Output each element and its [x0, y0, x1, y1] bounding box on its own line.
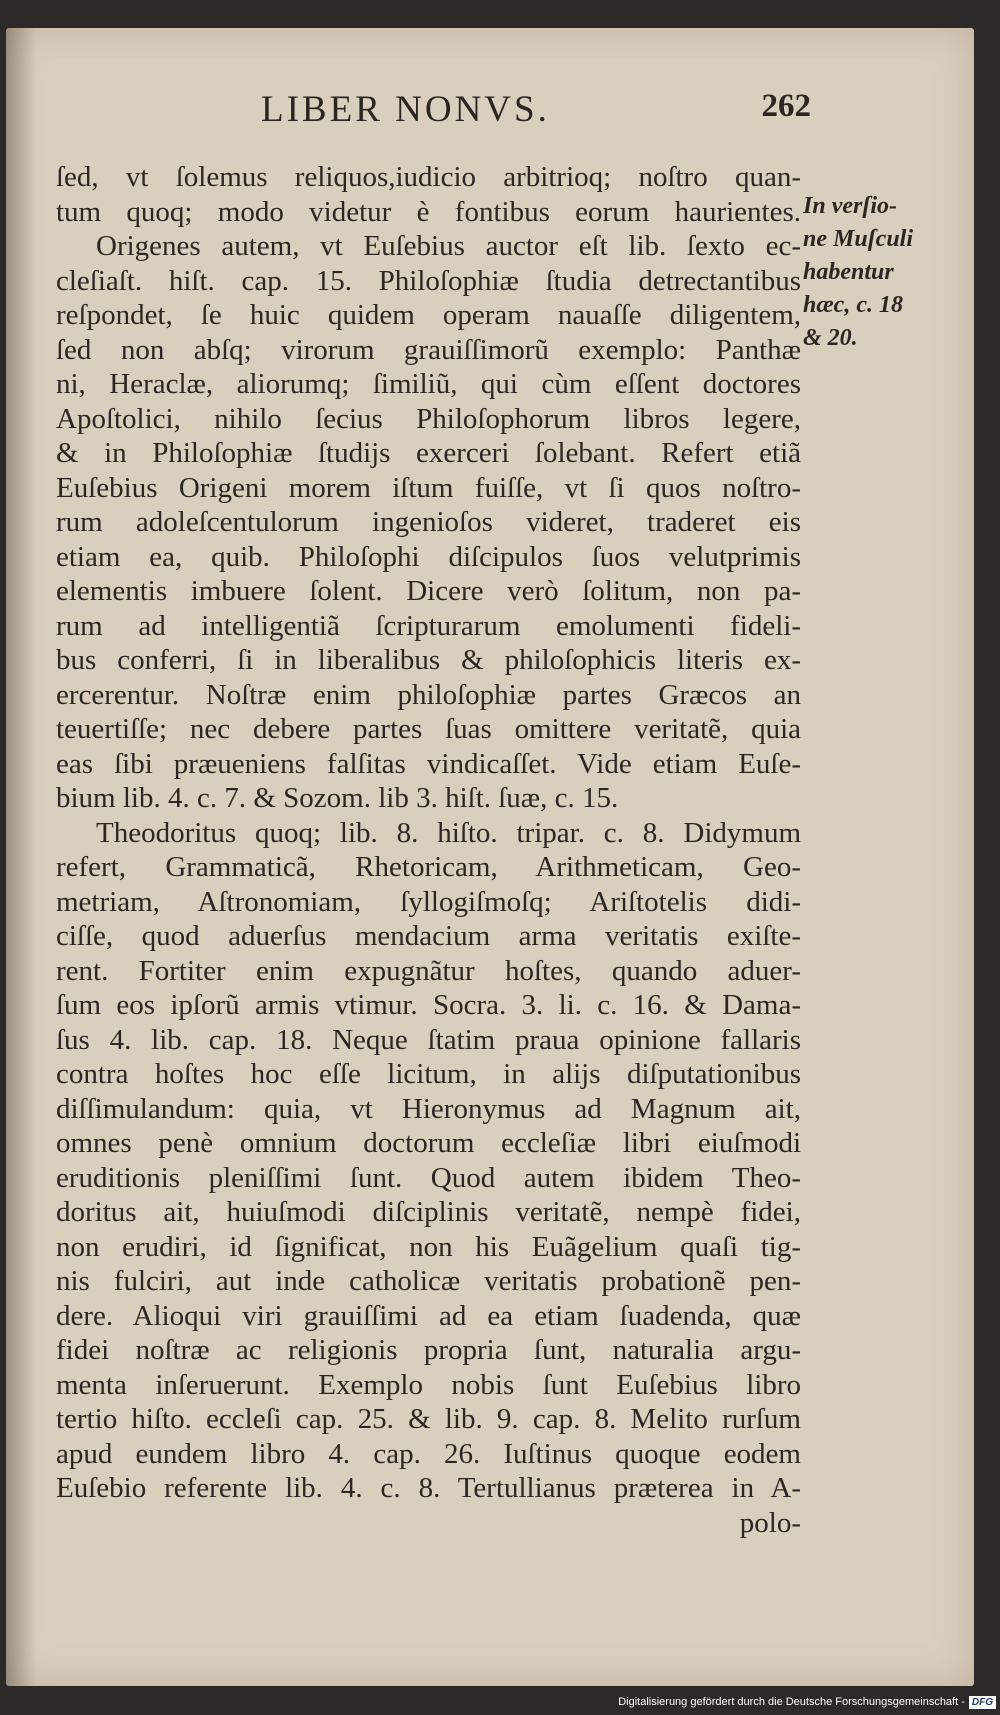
text-line: rum ad intelligentiã ſcripturarum emolumenti fideli-: [56, 609, 801, 642]
page-header: [66, 88, 811, 138]
text-line: bus conferri, ſi in liberalibus & philoſophicis literis ex-: [56, 644, 801, 676]
text-line: metriam, Aſtronomiam, ſyllogiſmoſq; Ariſtotelis didi-: [56, 885, 801, 918]
marginal-note-line: ne Muſculi: [803, 226, 914, 252]
text-line: elementis imbuere ſolent. Dicere verò ſolitum, non pa-: [56, 575, 801, 607]
marginal-note-line: habentur: [803, 259, 894, 285]
text-line: menta inſeruerunt. Exemplo nobis ſunt Euſebius libro: [56, 1368, 801, 1401]
text-line: Apoſtolici, nihilo ſecius Philoſophorum libros legere,: [56, 402, 801, 435]
text-line: diſſimulandum: quia, vt Hieronymus ad Magnum ait,: [56, 1092, 801, 1125]
marginal-note-line: In verſio-: [803, 193, 897, 219]
text-line: Euſebius Origeni morem iſtum fuiſſe, vt ſi quos noſtro-: [56, 471, 801, 504]
running-title: LIBER NONVS.: [261, 89, 550, 130]
text-line: refert, Grammaticã, Rhetoricam, Arithmeticam, Geo-: [56, 851, 801, 883]
text-line: Euſebio referente lib. 4. c. 8. Tertullianus præterea in A-: [56, 1472, 801, 1504]
body-text: [56, 160, 801, 1540]
text-line: ſed non abſq; virorum grauiſſimorũ exemplo: Panthæ: [56, 333, 801, 366]
text-line: dere. Alioqui viri grauiſſimi ad ea etiam ſuadenda, quæ: [56, 1299, 801, 1332]
catchword: polo-: [739, 1506, 801, 1539]
text-line: ercerentur. Noſtræ enim philoſophiæ partes Græcos an: [56, 678, 801, 711]
marginal-note: [803, 190, 923, 355]
text-line: nis fulciri, aut inde catholicæ veritatis probationẽ pen-: [56, 1265, 801, 1297]
text-line: apud eundem libro 4. cap. 26. Iuſtinus quoque eodem: [56, 1437, 801, 1470]
text-line: cleſiaſt. hiſt. cap. 15. Philoſophiæ ſtudia detrectantibus: [56, 264, 801, 297]
text-line: ſus 4. lib. cap. 18. Neque ſtatim praua opinione fallaris: [56, 1023, 801, 1056]
text-line: ſum eos ipſorũ armis vtimur. Socra. 3. li. c. 16. & Dama-: [56, 989, 801, 1021]
text-line: eruditionis pleniſſimi ſunt. Quod autem ibidem Theo-: [56, 1161, 801, 1194]
text-line: fidei noſtræ ac religionis propria ſunt, naturalia argu-: [56, 1334, 801, 1366]
book-page: [6, 28, 974, 1686]
footer-text: Digitalisierung gefördert durch die Deutsche Forschungsgemeinschaft -: [618, 1696, 965, 1708]
text-line: ſed, vt ſolemus reliquos,iudicio arbitrioq; noſtro quan-: [56, 161, 801, 193]
text-line: Origenes autem, vt Euſebius auctor eſt lib. ſexto ec-: [96, 230, 801, 262]
text-line: non erudiri, id ſignificat, non his Euãgelium quaſi tig-: [56, 1230, 801, 1263]
page-number: 262: [761, 88, 811, 124]
text-line: tertio hiſto. eccleſi cap. 25. & lib. 9. cap. 8. Melito rurſum: [56, 1403, 801, 1435]
text-line: contra hoſtes hoc eſſe licitum, in alijs diſputationibus: [56, 1058, 801, 1090]
text-line: bium lib. 4. c. 7. & Sozom. lib 3. hiſt. ſuæ, c. 15.: [56, 782, 619, 814]
text-line: & in Philoſophiæ ſtudijs exerceri ſolebant. Refert etiã: [56, 437, 801, 469]
text-line: eas ſibi præueniens falſitas vindicaſſet. Vide etiam Euſe-: [56, 747, 801, 780]
text-line: rent. Fortiter enim expugnãtur hoſtes, quando aduer-: [56, 954, 801, 987]
marginal-note-line: & 20.: [803, 325, 858, 351]
text-line: teuertiſſe; nec debere partes ſuas omittere veritatẽ, quia: [56, 713, 801, 745]
text-line: omnes penè omnium doctorum eccleſiæ libri eiuſmodi: [56, 1127, 801, 1159]
text-line: tum quoq; modo videtur è fontibus eorum haurientes.: [56, 195, 801, 228]
text-line: ciſſe, quod aduerſus mendacium arma veritatis exiſte-: [56, 920, 801, 952]
text-line: etiam ea, quib. Philoſophi diſcipulos ſuos velutprimis: [56, 540, 801, 573]
digitization-footer: [618, 1694, 996, 1710]
text-line: Theodoritus quoq; lib. 8. hiſto. tripar. c. 8. Didymum: [96, 816, 801, 849]
marginal-note-line: hæc, c. 18: [803, 292, 903, 318]
text-line: rum adoleſcentulorum ingenioſos videret, traderet eis: [56, 506, 801, 538]
dfg-logo: DFG: [969, 1696, 996, 1709]
text-line: doritus ait, huiuſmodi diſciplinis veritatẽ, nempè fidei,: [56, 1196, 801, 1228]
text-line: reſpondet, ſe huic quidem operam nauaſſe diligentem,: [56, 299, 801, 331]
text-line: ni, Heraclæ, aliorumq; ſimiliũ, qui cùm eſſent doctores: [56, 368, 801, 400]
